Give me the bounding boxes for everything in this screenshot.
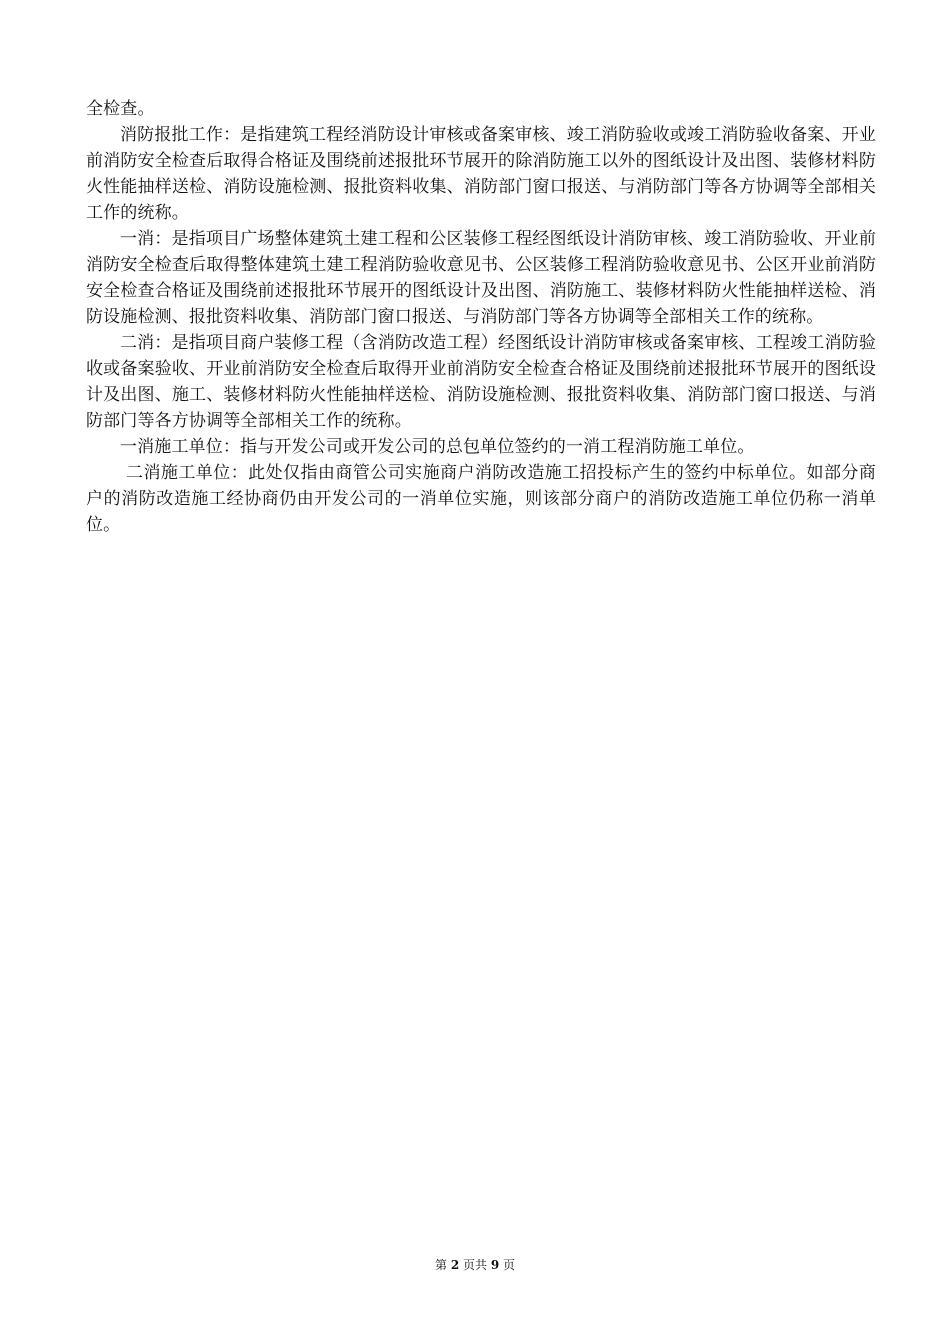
paragraph-first-fire-contractor: 一消施工单位：指与开发公司或开发公司的总包单位签约的一消工程消防施工单位。 [120, 437, 755, 457]
footer-total-pages: 9 [490, 1258, 500, 1272]
footer-middle: 页共 [459, 1258, 491, 1272]
footer-suffix: 页 [499, 1258, 515, 1272]
paragraph-fire-approval-work: 消防报批工作：是指建筑工程经消防设计审核或备案审核、竣工消防验收或竣工消防验收备案、开业前消防安全检查后取得合格证及围绕前述报批环节展开的除消防施工以外的图纸设计及出图、装修材料防火性能抽样送检、消防设施检测、报批资料收集、消防部门窗口报送、与消防部门等各方协调等全部相关工作的统称。 [86, 125, 876, 223]
paragraph-second-fire: 二消：是指项目商户装修工程（含消防改造工程）经图纸设计消防审核或备案审核、工程竣工消防验收或备案验收、开业前消防安全检查后取得开业前消防安全检查合格证及围绕前述报批环节展开的图纸设计及出图、施工、装修材料防火性能抽样送检、消防设施检测、报批资料收集、消防部门窗口报送、与消防部门等各方协调等全部相关工作的统称。 [86, 333, 876, 431]
page-footer [0, 1257, 950, 1273]
footer-prefix: 第 [434, 1258, 451, 1272]
paragraph-second-fire-contractor: 二消施工单位：此处仅指由商管公司实施商户消防改造施工招投标产生的签约中标单位。如部分商户的消防改造施工经协商仍由开发公司的一消单位实施，则该部分商户的消防改造施工单位仍称一消单位。 [86, 463, 876, 535]
footer-current-page: 2 [450, 1258, 460, 1272]
document-body [86, 96, 876, 538]
paragraph-first-fire: 一消：是指项目广场整体建筑土建工程和公区装修工程经图纸设计消防审核、竣工消防验收、开业前消防安全检查后取得整体建筑土建工程消防验收意见书、公区装修工程消防验收意见书、公区开业前消防安全检查合格证及围绕前述报批环节展开的图纸设计及出图、消防施工、装修材料防火性能抽样送检、消防设施检测、报批资料收集、消防部门窗口报送、与消防部门等各方协调等全部相关工作的统称。 [86, 229, 876, 327]
paragraph-continuation: 全检查。 [86, 99, 155, 119]
